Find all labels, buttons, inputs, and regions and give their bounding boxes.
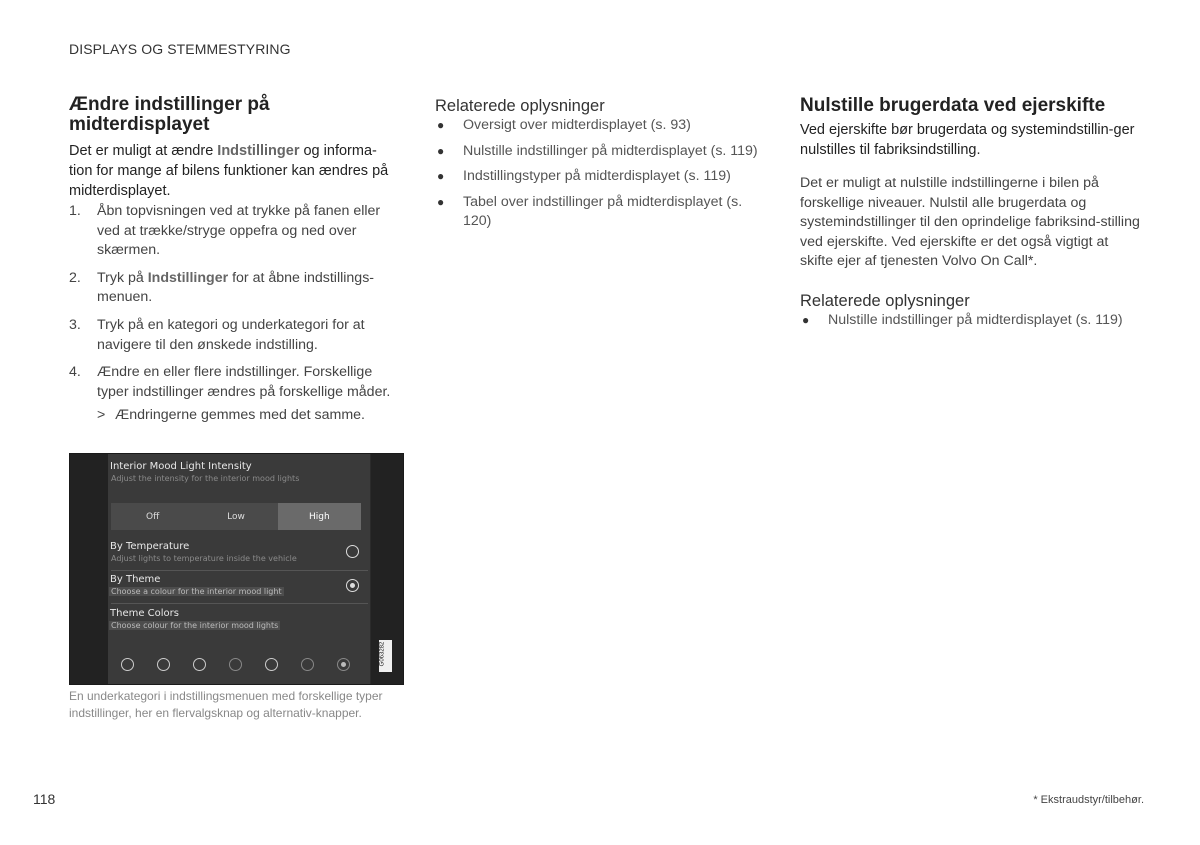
bullet-icon: ● (802, 312, 810, 327)
bullet-icon: ● (437, 169, 445, 184)
image-caption: En underkategori i indstillingsmenuen med forskellige typer indstillinger, her en flervalgsknap og alternativ-knapper. (69, 689, 383, 720)
step-text: Åbn topvisningen ved at trykke på fanen eller ved at trække/stryge oppefra og ned over skærmen. (97, 203, 381, 259)
step-number: 4. (69, 364, 81, 381)
related-link[interactable] (435, 167, 765, 187)
steps-list (69, 202, 399, 402)
row-title: By Temperature (110, 541, 190, 552)
step-item (69, 269, 399, 308)
step-item (69, 202, 399, 261)
step-item (69, 316, 399, 355)
row-divider (111, 603, 368, 604)
row-subtitle: Adjust lights to temperature inside the vehicle (111, 554, 297, 563)
result-text: Ændringerne gemmes med det samme. (115, 407, 365, 424)
related-link-text: Oversigt over midterdisplayet (s. 93) (463, 117, 691, 133)
related-link-text: Nulstille indstillinger på midterdisplayet (s. 119) (828, 311, 1123, 328)
screen-panel (108, 454, 370, 684)
related-link[interactable] (435, 193, 765, 232)
step-number: 2. (69, 269, 81, 286)
image-code-label (379, 640, 392, 672)
intro-settings-term: Indstillinger (217, 143, 300, 159)
result-arrow: > (97, 407, 106, 424)
color-swatch[interactable] (193, 658, 206, 671)
segment-off[interactable]: Off (146, 511, 160, 522)
column-reset-user-data (800, 96, 1140, 337)
step-text: Ændre en eller flere indstillinger. Forskellige typer indstillinger ændres på forskellige måder. (97, 364, 391, 400)
step-number: 3. (69, 316, 81, 333)
bullet-icon: ● (437, 194, 445, 209)
section-title: Nulstille brugerdata ved ejerskifte (800, 95, 1106, 116)
step-item (69, 363, 399, 402)
color-swatch[interactable] (301, 658, 314, 671)
related-link[interactable] (435, 142, 765, 162)
related-link[interactable] (435, 116, 765, 136)
color-swatch-selected[interactable] (337, 658, 350, 671)
row-subtitle: Choose colour for the interior mood lights (111, 621, 279, 630)
row-subtitle: Choose a colour for the interior mood light (111, 587, 282, 596)
screen-setting-subtitle: Adjust the intensity for the interior mood lights (111, 474, 300, 483)
row-divider (111, 570, 368, 571)
image-code-text: G063282 (379, 641, 386, 667)
step-settings-term: Indstillinger (147, 269, 229, 286)
related-heading: Relaterede oplysninger (800, 291, 970, 310)
related-list (435, 116, 765, 232)
footnote: * Ekstraudstyr/tilbehør. (1033, 794, 1144, 806)
related-link[interactable] (800, 311, 1140, 331)
screen-setting-title: Interior Mood Light Intensity (110, 461, 252, 472)
reset-intro: Ved ejerskifte bør brugerdata og systemindstillin-ger nulstilles til fabriksindstilling. (800, 122, 1135, 158)
row-title: By Theme (110, 574, 161, 585)
intro-paragraph (69, 141, 399, 201)
reset-paragraph: Det er muligt at nulstille indstillingerne i bilen på forskellige niveauer. Nulstil alle brugerdata og systemindstillinger til den oprindelige fabriksind-stilling ved ejerskifte. Ved ejerskifte er det også vigtigt at skifte ejer af tjenesten Volvo On Call*. (800, 175, 1140, 270)
section-title: Ændre indstillinger på midterdisplayet (69, 94, 270, 135)
intro-text-b: og informa-tion for mange af bilens funktioner kan ændres på midterdisplayet. (69, 143, 389, 199)
color-swatch[interactable] (229, 658, 242, 671)
related-list (800, 311, 1140, 331)
color-swatch[interactable] (121, 658, 134, 671)
row-title: Theme Colors (110, 608, 179, 619)
segment-high[interactable]: High (278, 503, 361, 530)
bullet-icon: ● (437, 143, 445, 158)
radio-by-temperature[interactable] (346, 545, 359, 558)
step-result (69, 406, 399, 426)
running-header: DISPLAYS OG STEMMESTYRING (69, 41, 291, 57)
settings-screenshot (69, 453, 404, 685)
related-link-text: Tabel over indstillinger på midterdisplayet (s. 120) (463, 193, 743, 230)
column-change-settings (69, 95, 399, 426)
page-number: 118 (33, 791, 56, 807)
intensity-segmented-control (111, 503, 361, 530)
screen-left-margin (70, 454, 108, 684)
step-text: Tryk på (97, 269, 148, 286)
color-swatch[interactable] (157, 658, 170, 671)
segment-low[interactable]: Low (227, 511, 245, 522)
related-link-text: Indstillingstyper på midterdisplayet (s. 119) (463, 168, 731, 185)
step-text: Tryk på en kategori og underkategori for at navigere til den ønskede indstilling. (97, 316, 365, 353)
bullet-icon: ● (437, 118, 445, 132)
radio-by-theme[interactable] (346, 579, 359, 592)
column-related-info (435, 96, 765, 238)
step-number: 1. (69, 203, 81, 219)
step-text: for at åbne indstillings-menuen. (97, 269, 375, 306)
related-link-text: Nulstille indstillinger på midterdisplayet (s. 119) (463, 142, 758, 159)
intro-text-a: Det er muligt at ændre (69, 143, 218, 159)
related-heading: Relaterede oplysninger (435, 97, 605, 115)
color-swatch[interactable] (265, 658, 278, 671)
